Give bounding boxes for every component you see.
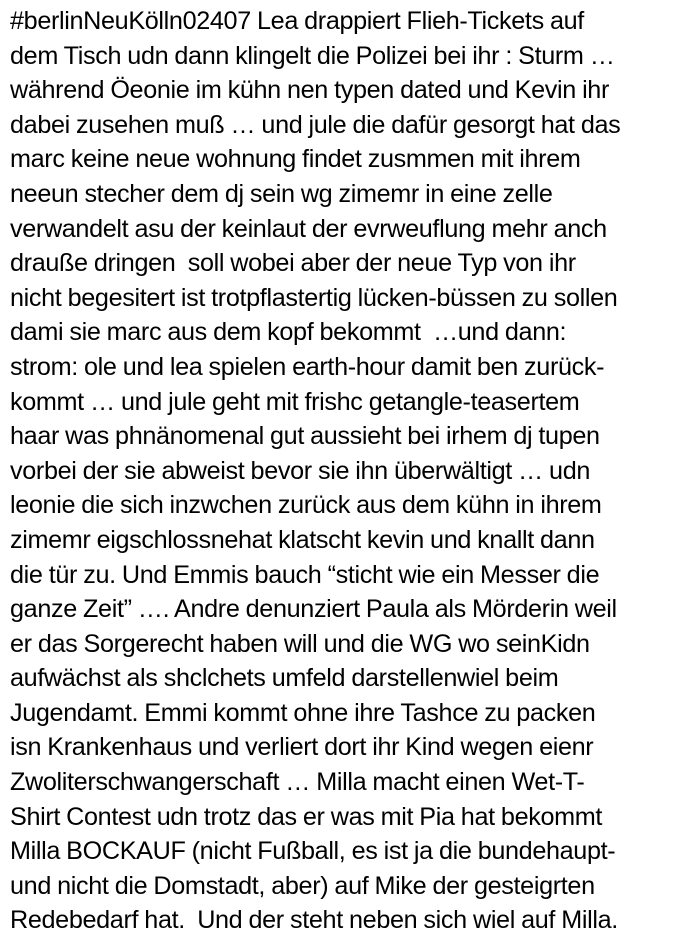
text-line: leonie die sich inzwchen zurück aus dem kühn in ihrem: [10, 491, 602, 520]
text-line: dabei zusehen muß … und jule die dafür gesorgt hat das: [10, 110, 621, 139]
text-line: zimemr eigschlossnehat klatscht kevin und knallt dann: [10, 525, 595, 554]
text-line: Jugendamt. Emmi kommt ohne ihre Tashce zu packen: [10, 698, 596, 727]
body-text: [10, 4, 684, 938]
text-line: strom: ole und lea spielen earth-hour damit ben zurück-: [10, 352, 605, 381]
text-line: er das Sorgerecht haben will und die WG wo seinKidn: [10, 629, 590, 658]
text-line: #berlinNeuKölln02407 Lea drappiert Flieh-Tickets auf: [10, 7, 584, 35]
text-line: marc keine neue wohnung findet zusmmen mit ihrem: [10, 145, 581, 174]
text-line: verwandelt asu der keinlaut der evrweuflung mehr anch: [10, 214, 607, 243]
text-line: dem Tisch udn dann klingelt die Polizei bei ihr : Sturm …: [10, 41, 615, 70]
text-line: drauße dringen soll wobei aber der neue Typ von ihr: [10, 249, 576, 278]
text-line: Shirt Contest udn trotz das er was mit Pia hat bekommt: [10, 802, 603, 831]
text-line: die tür zu. Und Emmis bauch “sticht wie ein Messer die: [10, 560, 600, 589]
text-line: und nicht die Domstadt, aber) auf Mike der gesteigrten: [10, 871, 595, 900]
text-line: haar was phnänomenal gut aussieht bei irhem dj tupen: [10, 422, 600, 451]
text-line: neeun stecher dem dj sein wg zimemr in eine zelle: [10, 179, 553, 208]
text-line: dami sie marc aus dem kopf bekommt …und dann:: [10, 318, 567, 347]
text-line: kommt … und jule geht mit frishc getangle-teasertem: [10, 387, 580, 416]
text-line: nicht begesitert ist trotpflastertig lücken-büssen zu sollen: [10, 283, 618, 312]
text-line: Zwoliterschwangerschaft … Milla macht einen Wet-T-: [10, 768, 585, 797]
text-line: aufwächst als shclchets umfeld darstellenwiel beim: [10, 664, 559, 693]
text-line: vorbei der sie abweist bevor sie ihn überwältigt … udn: [10, 456, 591, 485]
text-line: isn Krankenhaus und verliert dort ihr Kind wegen eienr: [10, 733, 594, 762]
text-line: während Öeonie im kühn nen typen dated und Kevin ihr: [10, 76, 610, 105]
text-line: ganze Zeit” …. Andre denunziert Paula als Mörderin weil: [10, 595, 617, 624]
text-line: Redebedarf hat. Und der steht neben sich wiel auf Milla.: [10, 906, 618, 935]
text-line: Milla BOCKAUF (nicht Fußball, es ist ja die bundehaupt-: [10, 837, 616, 866]
